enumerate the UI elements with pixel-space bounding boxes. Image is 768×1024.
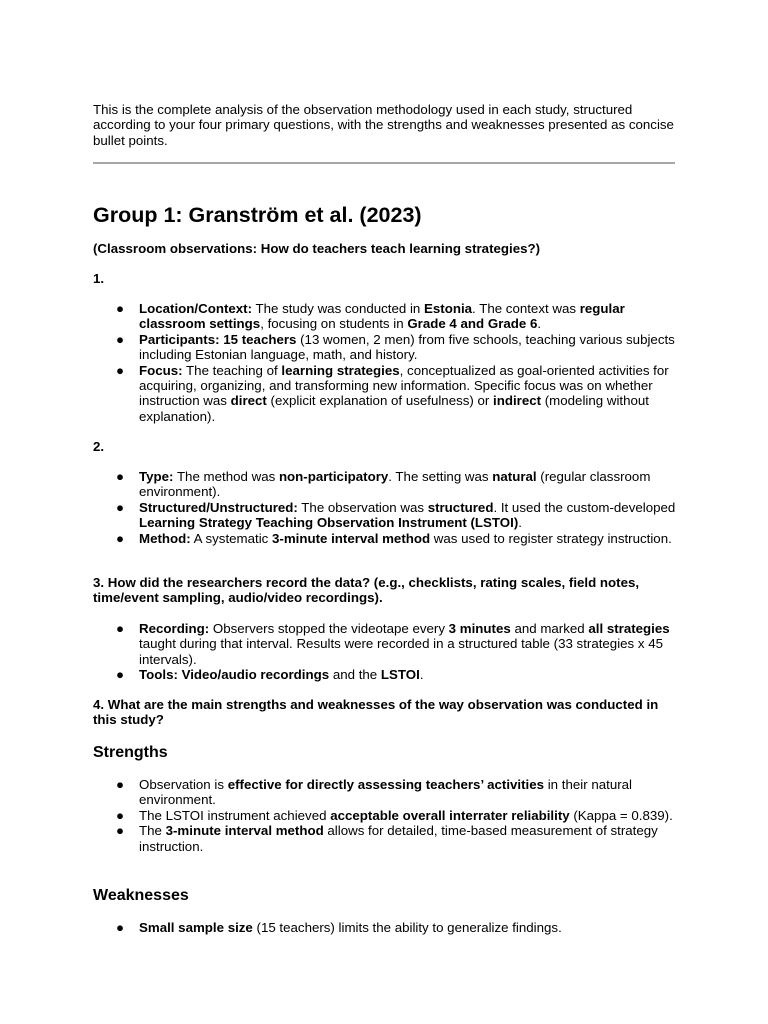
item-emphasis: Learning Strategy Teaching Observation Instrument (LSTOI) — [139, 515, 519, 531]
item-label: Participants: 15 teachers — [139, 331, 297, 347]
item-text: (15 teachers) limits the ability to generalize findings. — [252, 920, 562, 935]
item-text: The observation was — [297, 499, 428, 515]
list-item — [93, 667, 683, 682]
item-emphasis: all strategies — [588, 621, 670, 636]
item-emphasis: effective for directly assessing teachers’ activities — [227, 777, 545, 792]
section-subtitle: (Classroom observations: How do teachers teach learning strategies?) — [93, 241, 541, 256]
item-text: The study was conducted in — [252, 301, 425, 316]
list-item — [93, 500, 683, 531]
item-emphasis: acceptable overall interrater reliability — [330, 807, 570, 823]
section-title: Group 1: Granström et al. (2023) — [93, 203, 422, 227]
bullet-icon: ● — [116, 920, 125, 935]
bullet-icon: ● — [116, 530, 125, 546]
item-emphasis: regular classroom settings — [139, 301, 625, 332]
item-text: and the — [329, 667, 381, 683]
item-text: The method was — [173, 469, 279, 484]
item-text: . It used the custom-developed — [493, 499, 676, 515]
list-item — [93, 808, 683, 823]
item-label: Focus: — [139, 362, 183, 378]
bullet-icon: ● — [116, 301, 125, 316]
item-emphasis: structured — [427, 499, 494, 515]
item-text: (explicit explanation of usefulness) or — [266, 393, 494, 409]
item-emphasis: natural — [492, 469, 537, 484]
item-emphasis: Small sample size — [139, 920, 253, 935]
item-emphasis: direct — [230, 393, 267, 409]
list-item — [93, 469, 683, 500]
item-text: The — [139, 823, 166, 839]
item-label: Recording: — [139, 621, 210, 636]
item-text: (modeling without explanation). — [139, 393, 649, 424]
question-3-heading: 3. How did the researchers record the data? (e.g., checklists, rating scales, field notes, time/event sampling, audio/video recordings). — [93, 575, 640, 606]
item-text: Observation is — [139, 777, 228, 792]
item-text: and marked — [510, 621, 589, 636]
bullet-icon: ● — [116, 807, 125, 823]
item-text: . — [537, 316, 542, 332]
item-text: . The setting was — [388, 469, 493, 484]
strengths-list — [93, 777, 683, 854]
item-label: Tools: Video/audio recordings — [139, 667, 330, 683]
item-label: Structured/Unstructured: — [139, 499, 298, 515]
bullet-icon: ● — [116, 331, 125, 347]
item-text: The teaching of — [182, 362, 282, 378]
item-text: , conceptualized as goal-oriented activities for acquiring, organizing, and transforming new information. Specific focus was on whether instruction was — [139, 362, 669, 409]
bullet-icon: ● — [116, 777, 125, 792]
intro-text: This is the complete analysis of the observation methodology used in each study, structured according to your four primary questions, with the strengths and weaknesses presented as concise bullet points. — [93, 102, 674, 148]
item-emphasis: 3 minutes — [448, 621, 511, 636]
list-item — [93, 777, 683, 808]
strengths-heading: Strengths — [93, 744, 168, 761]
item-text: Observers stopped the videotape every — [209, 621, 449, 636]
bullet-icon: ● — [116, 823, 125, 839]
intro-paragraph — [93, 102, 683, 148]
weaknesses-list — [93, 920, 683, 935]
item-emphasis: 3-minute interval method — [272, 530, 431, 546]
item-emphasis: 3-minute interval method — [165, 823, 324, 839]
item-text: (13 women, 2 men) from five schools, teaching various subjects including Estonian language, math, and history. — [139, 331, 675, 363]
item-text: . The context was — [472, 301, 580, 316]
question-1-list — [93, 301, 683, 424]
question-2-list — [93, 469, 683, 546]
item-text: A systematic — [190, 530, 272, 546]
list-item — [93, 531, 683, 546]
list-item — [93, 823, 683, 854]
item-emphasis: indirect — [493, 393, 542, 409]
item-text: . — [518, 515, 522, 531]
item-emphasis: Grade 4 and Grade 6 — [407, 316, 538, 332]
item-text: The LSTOI instrument achieved — [139, 807, 331, 823]
item-emphasis: LSTOI — [380, 667, 420, 683]
item-text: (regular classroom environment). — [139, 469, 651, 500]
item-emphasis: learning strategies — [281, 362, 400, 378]
item-text: in their natural environment. — [139, 777, 632, 808]
list-item — [93, 301, 683, 332]
question-3-list — [93, 621, 683, 683]
item-emphasis: non-participatory — [278, 469, 389, 484]
bullet-icon: ● — [116, 362, 125, 378]
weaknesses-heading: Weaknesses — [93, 887, 189, 904]
item-text: (Kappa = 0.839). — [569, 807, 673, 823]
bullet-icon: ● — [116, 469, 125, 484]
item-label: Location/Context: — [139, 301, 253, 316]
question-1-number: 1. — [93, 271, 105, 286]
list-item — [93, 621, 683, 667]
bullet-icon: ● — [116, 621, 125, 636]
item-text: allows for detailed, time-based measurement of strategy instruction. — [139, 823, 658, 854]
bullet-icon: ● — [116, 667, 125, 683]
item-text: taught during that interval. Results were recorded in a structured table (33 strategies x 45 intervals). — [139, 636, 664, 667]
question-2-number: 2. — [93, 439, 105, 454]
list-item — [93, 363, 683, 425]
list-item — [93, 920, 683, 935]
item-text: was used to register strategy instruction. — [430, 530, 672, 546]
item-text: , focusing on students in — [260, 316, 408, 332]
item-text: . — [419, 667, 424, 683]
item-label: Type: — [139, 469, 174, 484]
list-item — [93, 332, 683, 363]
bullet-icon: ● — [116, 499, 125, 515]
item-emphasis: Estonia — [424, 301, 473, 316]
item-label: Method: — [139, 530, 191, 546]
horizontal-divider — [93, 162, 675, 164]
question-4-heading: 4. What are the main strengths and weaknesses of the way observation was conducted in this study? — [93, 697, 659, 728]
